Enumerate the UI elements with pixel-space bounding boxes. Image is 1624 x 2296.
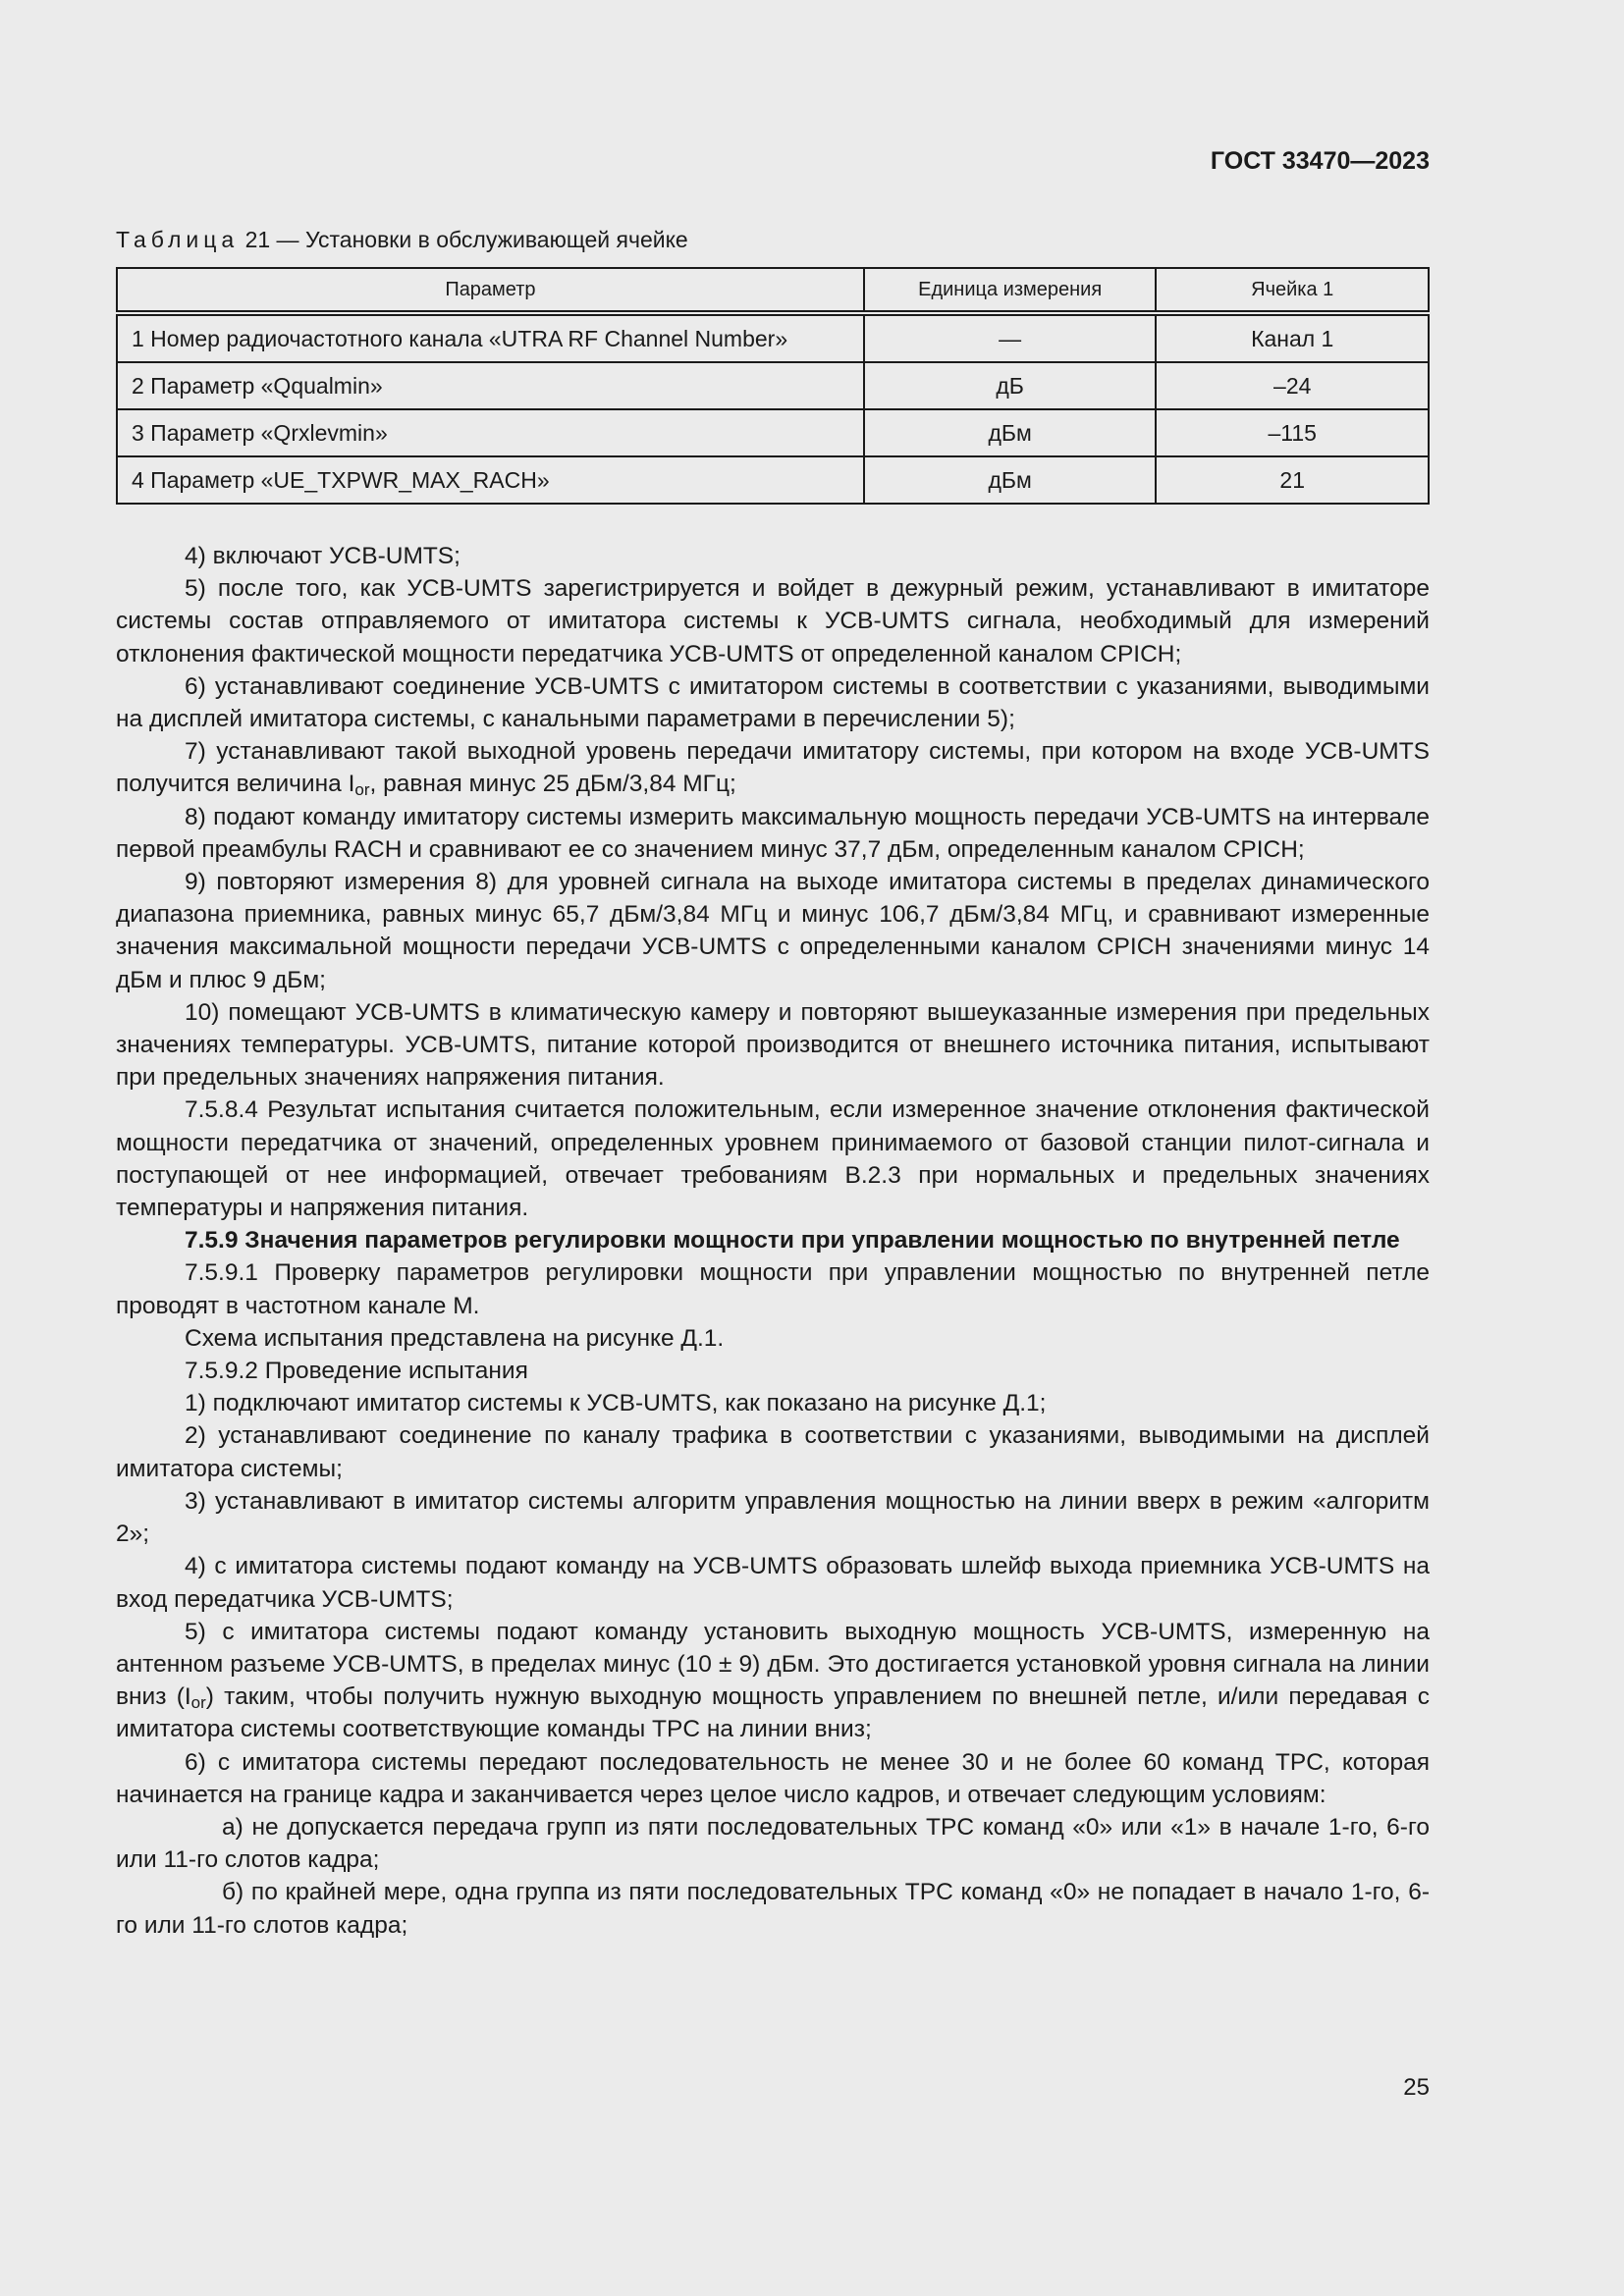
table-header-row (117, 268, 1429, 313)
cell-parameter: 2 Параметр «Qqualmin» (117, 362, 864, 409)
cell-parameter: 1 Номер радиочастотного канала «UTRA RF Channel Number» (117, 313, 864, 362)
subscript: or (354, 780, 370, 800)
text-span: 5) с имитатора системы подают команду установить выходную мощность УСВ-UMTS, измеренную на антенном разъеме УСВ-UMTS, в пределах минус (10 ± 9) дБм. Это достигается установкой уровня сигнала на линии вниз (I (116, 1618, 1430, 1711)
cell-unit: — (864, 313, 1157, 362)
cell-value: Канал 1 (1156, 313, 1429, 362)
list-item: 4) с имитатора системы подают команду на УСВ-UMTS образовать шлейф выхода приемника УСВ-UMTS на вход передатчика УСВ-UMTS; (116, 1553, 1430, 1613)
list-item: 5) после того, как УСВ-UMTS зарегистрируется и войдет в дежурный режим, устанавливают в имитаторе системы состав отправляемого от имитатора системы к УСВ-UMTS сигнала, необходимый для измерений отклонения фактической мощности передатчика УСВ-UMTS от определенной каналом CPICH; (116, 575, 1430, 667)
page-number: 25 (1403, 2074, 1430, 2101)
list-item (116, 735, 1430, 800)
table-caption-label: Таблица (116, 227, 240, 252)
list-item: 6) с имитатора системы передают последовательность не менее 30 и не более 60 команд TPC, которая начинается на границе кадра и заканчивается через целое число кадров, и отвечает следующим условиям: (116, 1748, 1430, 1808)
cell-unit: дБм (864, 456, 1157, 504)
list-item: 10) помещают УСВ-UMTS в климатическую камеру и повторяют вышеуказанные измерения при предельных значениях температуры. УСВ-UMTS, питание которой производится от внешнего источника питания, испытывают при предельных значениях напряжения питания. (116, 998, 1430, 1092)
sub-list-item: б) по крайней мере, одна группа из пяти последовательных TPC команд «0» не попадает в начало 1-го, 6-го или 11-го слотов кадра; (116, 1879, 1430, 1939)
cell-value: 21 (1156, 456, 1429, 504)
body-text (116, 540, 1430, 1942)
cell-value: –24 (1156, 362, 1429, 409)
table-caption (116, 227, 688, 253)
header-cell1: Ячейка 1 (1156, 268, 1429, 313)
table-row (117, 313, 1429, 362)
paragraph: 7.5.8.4 Результат испытания считается положительным, если измеренное значение отклонения фактической мощности передатчика от значений, определенных уровнем принимаемого от базовой станции пилот-сигнала и поступающей от нее информацией, отвечает требованиям В.2.3 при нормальных и предельных значениях температуры и напряжения питания. (116, 1096, 1430, 1222)
list-item: 2) устанавливают соединение по каналу трафика в соответствии с указаниями, выводимыми на дисплей имитатора системы; (116, 1422, 1430, 1482)
paragraph: 7.5.9.2 Проведение испытания (185, 1358, 528, 1385)
list-item: 8) подают команду имитатору системы измерить максимальную мощность передачи УСВ-UMTS на интервале первой преамбулы RACH и сравнивают ее со значением минус 37,7 дБм, определенным каналом CPICH; (116, 803, 1430, 863)
table-row (117, 456, 1429, 504)
list-item: 6) устанавливают соединение УСВ-UMTS с имитатором системы в соответствии с указаниями, выводимыми на дисплей имитатора системы, с канальными параметрами в перечислении 5); (116, 672, 1430, 733)
cell-parameter: 4 Параметр «UE_TXPWR_MAX_RACH» (117, 456, 864, 504)
document-code: ГОСТ 33470—2023 (1210, 147, 1430, 175)
cell-parameter: 3 Параметр «Qrxlevmin» (117, 409, 864, 456)
cell-unit: дБ (864, 362, 1157, 409)
list-item: 3) устанавливают в имитатор системы алгоритм управления мощностью на линии вверх в режим «алгоритм 2»; (116, 1487, 1430, 1548)
text-span: 7) устанавливают такой выходной уровень передачи имитатору системы, при котором на входе УСВ-UMTS получится величина I (116, 738, 1430, 798)
list-item: 4) включают УСВ-UMTS; (185, 543, 460, 569)
list-item: 9) повторяют измерения 8) для уровней сигнала на выходе имитатора системы в пределах динамического диапазона приемника, равных минус 65,7 дБм/3,84 МГц и минус 106,7 дБм/3,84 МГц, и сравнивают измеренные значения максимальной мощности передачи УСВ-UMTS с определенными каналом CPICH значениями минус 14 дБм и плюс 9 дБм; (116, 869, 1430, 993)
text-span: ) таким, чтобы получить нужную выходную мощность управлением по внешней петле, и/или передавая с имитатора системы соответствующие команды TPC на линии вниз; (116, 1683, 1430, 1743)
cell-unit: дБм (864, 409, 1157, 456)
subscript: or (190, 1693, 206, 1713)
table-caption-text: 21 — Установки в обслуживающей ячейке (239, 227, 688, 252)
header-parameter: Параметр (117, 268, 864, 313)
paragraph: 7.5.9.1 Проверку параметров регулировки мощности при управлении мощностью по внутренней петле проводят в частотном канале М. (116, 1259, 1430, 1319)
section-heading: 7.5.9 Значения параметров регулировки мощности при управлении мощностью по внутренней петле (185, 1227, 1400, 1255)
table-row (117, 362, 1429, 409)
header-unit: Единица измерения (864, 268, 1157, 313)
paragraph: Схема испытания представлена на рисунке Д.1. (185, 1324, 725, 1352)
text-span: , равная минус 25 дБм/3,84 МГц; (369, 771, 736, 798)
list-item: 1) подключают имитатор системы к УСВ-UMTS, как показано на рисунке Д.1; (185, 1390, 1047, 1417)
list-item (116, 1616, 1430, 1746)
cell-value: –115 (1156, 409, 1429, 456)
sub-list-item: а) не допускается передача групп из пяти последовательных TPC команд «0» или «1» в начале 1-го, 6-го или 11-го слотов кадра; (116, 1813, 1430, 1874)
settings-table (116, 267, 1430, 505)
table-row (117, 409, 1429, 456)
